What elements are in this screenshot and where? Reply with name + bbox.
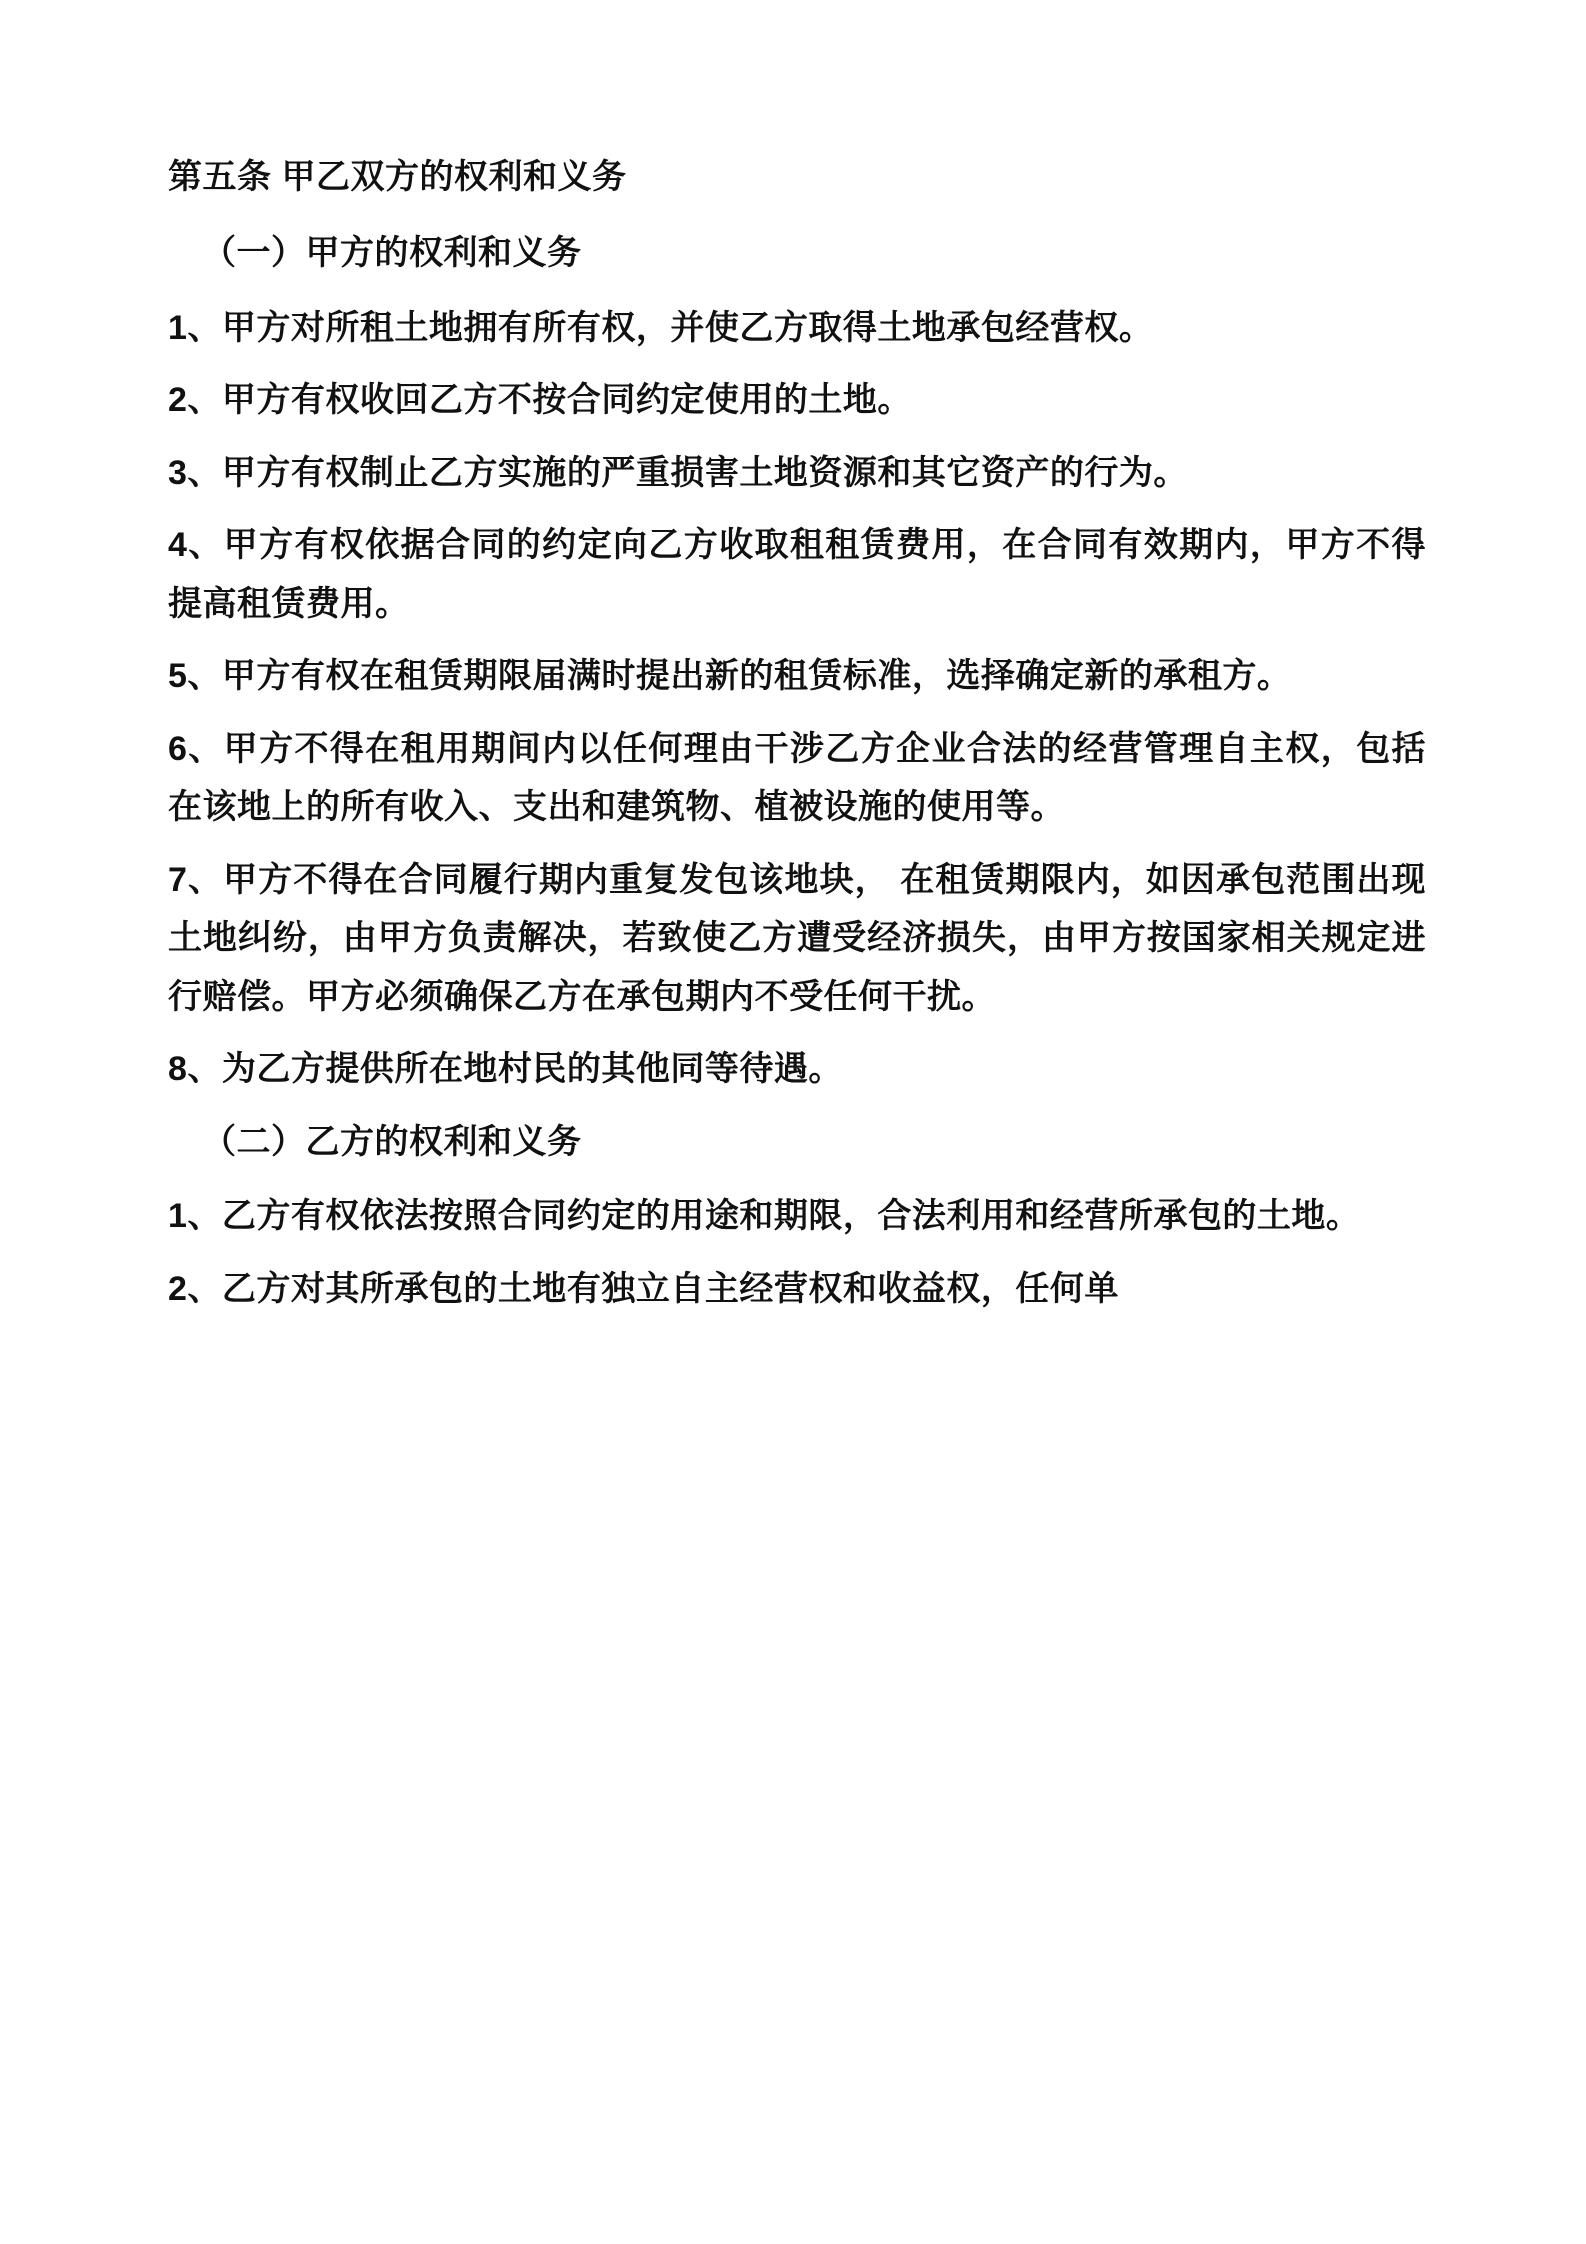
paragraph-a-7: 7、甲方不得在合同履行期内重复发包该地块， 在租赁期限内，如因承包范围出现土地纠纷，由甲方负责解决，若致使乙方遭受经济损失，由甲方按国家相关规定进行赔偿。甲方必须确保乙方在承包期内不受任何干扰。	[168, 860, 1426, 1016]
section-heading: 第五条 甲乙双方的权利和义务	[168, 158, 627, 196]
paragraph-a-3: 3、甲方有权制止乙方实施的严重损害土地资源和其它资产的行为。	[168, 453, 1188, 492]
paragraph-a-2: 2、甲方有权收回乙方不按合同约定使用的土地。	[168, 381, 912, 420]
subsection-a-heading: （一）甲方的权利和义务	[202, 234, 582, 273]
paragraph-b-1: 1、乙方有权依法按照合同约定的用途和期限，合法利用和经营所承包的土地。	[168, 1197, 1361, 1236]
paragraph-a-4: 4、甲方有权依据合同的约定向乙方收取租租赁费用，在合同有效期内，甲方不得提高租赁费用。	[168, 526, 1426, 623]
paragraph-a-6: 6、甲方不得在租用期间内以任何理由干涉乙方企业合法的经营管理自主权，包括在该地上的所有收入、支出和建筑物、植被设施的使用等。	[168, 729, 1426, 827]
paragraph-a-5: 5、甲方有权在租赁期限届满时提出新的租赁标准，选择确定新的承租方。	[168, 657, 1292, 696]
paragraph-a-8: 8、为乙方提供所在地村民的其他同等待遇。	[168, 1050, 843, 1089]
document-body	[168, 148, 1426, 1318]
subsection-b-heading: （二）乙方的权利和义务	[202, 1122, 582, 1161]
paragraph-a-1: 1、甲方对所租土地拥有所有权，并使乙方取得土地承包经营权。	[168, 308, 1154, 347]
paragraph-b-2: 2、乙方对其所承包的土地有独立自主经营权和收益权，任何单	[168, 1269, 1119, 1308]
